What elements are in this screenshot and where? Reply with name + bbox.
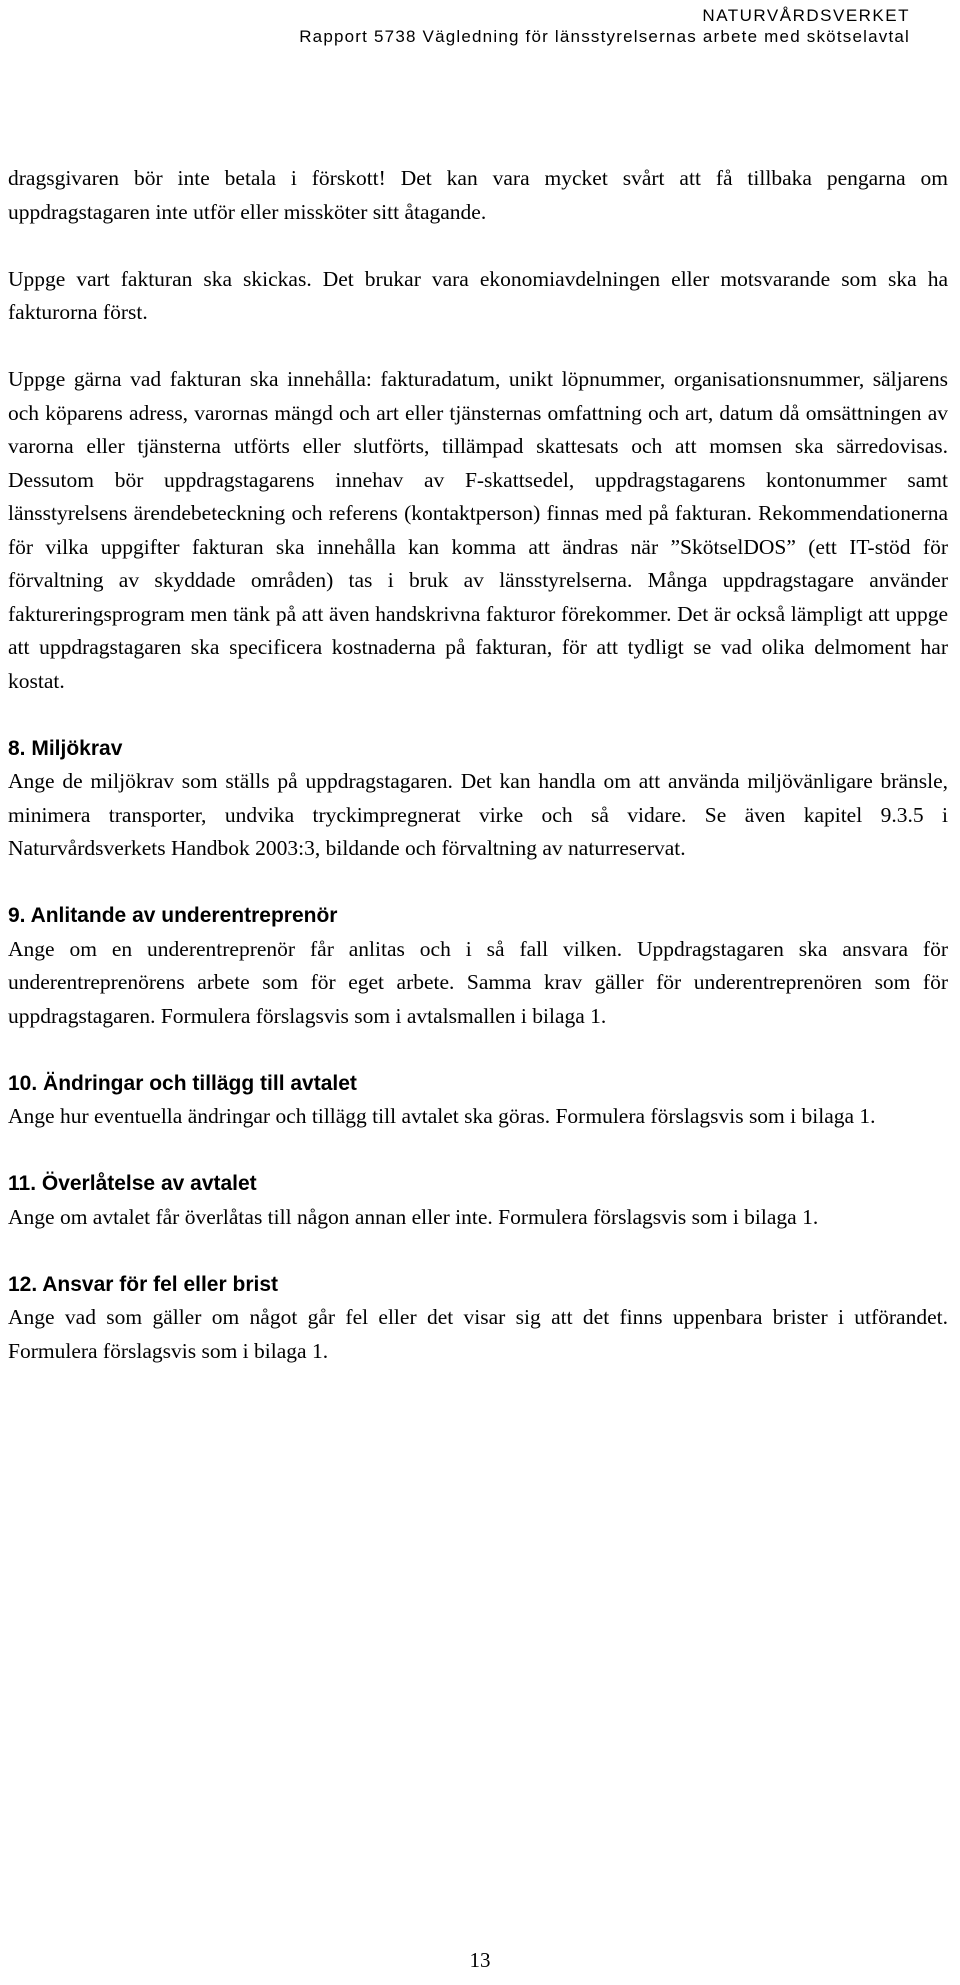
section-text-transfer: Ange om avtalet får överlåtas till någon annan eller inte. Formulera förslagsvis som i bilaga 1. <box>8 1204 819 1229</box>
section-text-amendments: Ange hur eventuella ändringar och tillägg till avtalet ska göras. Formulera förslagsvis som i bilaga 1. <box>8 1104 876 1128</box>
section-heading-amendments: 10. Ändringar och tillägg till avtalet <box>8 1071 357 1095</box>
paragraph-invoice-content: Uppge gärna vad fakturan ska innehålla: fakturadatum, unikt löpnummer, organisationsnummer, säljarens och köparens adress, varornas mängd och art eller tjänsternas omfattning och art, datum då omsättningen av varorna eller tjänsterna utförts eller slutförts, tillämpad skattesats och att momsen ska särredovisas. Dessutom bör uppdragstagarens innehav av F-skattsedel, uppdragstagarens kontonummer samt länsstyrelsens ärendebeteckning och referens (kontaktperson) finnas med på fakturan. Rekommendationerna för vilka uppgifter fakturan ska innehålla kan komma att ändras när ”SkötselDOS” (ett IT-stöd för förvaltning av skyddade områden) tas i bruk av länsstyrelserna. Många uppdragstagare använder faktureringsprogram men tänk på att även handskrivna fakturor förekommer. Det är också lämpligt att uppge att uppdragstagaren ska specificera kostnaderna på fakturan, för att tydligt se vad olika delmoment har kostat. <box>8 367 948 693</box>
section-text-liability: Ange vad som gäller om något går fel eller det visar sig att det finns uppenbara brister i utförandet. Formulera förslagsvis som i bilaga 1. <box>8 1305 948 1363</box>
paragraph-advance-payment: dragsgivaren bör inte betala i förskott! Det kan vara mycket svårt att få tillbaka pengarna om uppdragstagaren inte utför eller missköter sitt åtagande. <box>8 166 948 224</box>
section-heading-subcontractor: 9. Anlitande av underentreprenör <box>8 904 338 927</box>
page-header <box>299 6 910 47</box>
document-body <box>8 162 948 1402</box>
section-heading-environmental-requirements: 8. Miljökrav <box>8 736 123 760</box>
section-text-environmental-requirements: Ange de miljökrav som ställs på uppdragstagaren. Det kan handla om att använda miljövänligare bränsle, minimera transporter, undvika tryckimpregnerat virke och så vidare. Se även kapitel 9.3.5 i Naturvårdsverkets Handbok 2003:3, bildande och förvaltning av naturreservat. <box>8 769 948 860</box>
section-heading-transfer: 11. Överlåtelse av avtalet <box>8 1172 257 1195</box>
section-heading-liability: 12. Ansvar för fel eller brist <box>8 1272 278 1296</box>
page-number: 13 <box>469 1948 491 1972</box>
paragraph-invoice-address: Uppge vart fakturan ska skickas. Det brukar vara ekonomiavdelningen eller motsvarande som ska ha fakturorna först. <box>8 266 948 324</box>
header-organization: NATURVÅRDSVERKET <box>702 6 910 25</box>
header-report-title: Rapport 5738 Vägledning för länsstyrelsernas arbete med skötselavtal <box>299 27 910 46</box>
section-text-subcontractor: Ange om en underentreprenör får anlitas och i så fall vilken. Uppdragstagaren ska ansvara för underentreprenörens arbete som för eget arbete. Samma krav gäller för underentreprenören som för uppdragstagaren. Formulera förslagsvis som i avtalsmallen i bilaga 1. <box>8 936 948 1028</box>
